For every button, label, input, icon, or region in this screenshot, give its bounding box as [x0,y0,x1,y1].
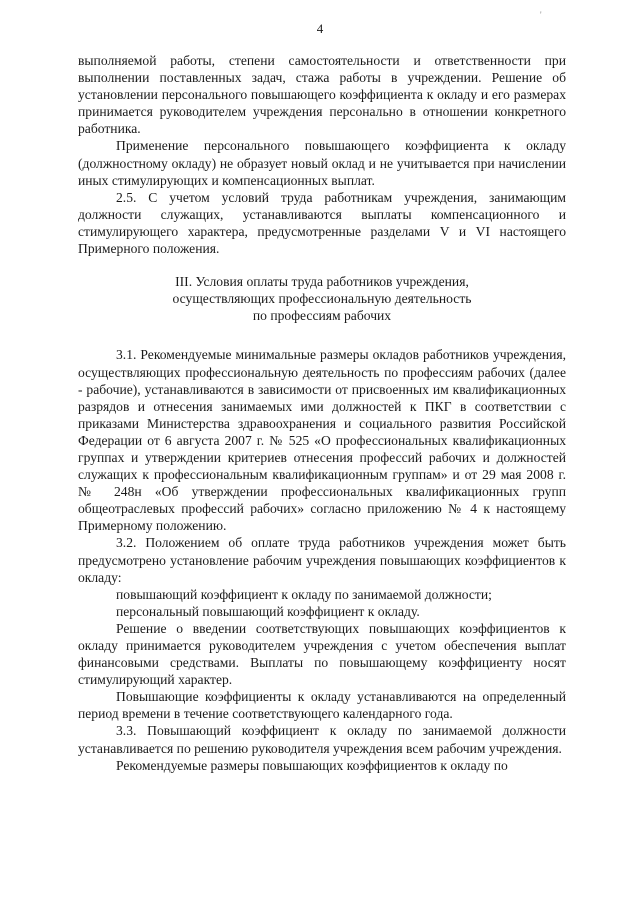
corner-mark: ' [540,10,542,20]
heading-line-2: осуществляющих профессиональную деятельность [172,291,472,307]
paragraph-3-1: 3.1. Рекомендуемые минимальные размеры окладов работников учреждения, осуществляющих профессиональную деятельность по профессиям рабочих (далее - рабочие), устанавливаются в зависимости от присвоенных им квалификационных разрядов и отнесения занимаемых ими должностей к ПКГ в соответствии с приказами Министерства здравоохранения и социального развития Российской Федерации от 6 августа 2007 г. № 525 «О профессиональных квалификационных группах и утверждении критериев отнесения профессий рабочих и должностей служащих к профессиональным квалификационным группам» и от 29 мая 2008 г. № 248н «Об утверждении профессиональных квалификационных групп общеотраслевых профессий рабочих» согласно приложению № 4 к настоящему Примерному положению. [78,347,566,534]
section-heading [78,273,566,324]
page-number: 4 [316,21,324,36]
paragraph-2-5: 2.5. С учетом условий труда работникам учреждения, занимающим должности служащих, устанавливаются выплаты компенсационного и стимулирующего характера, предусмотренные разделами V и VI настоящего Примерного положения. [78,189,566,257]
heading-line-3: по профессиям рабочих [252,308,392,324]
heading-line-1: III. Условия оплаты труда работников учреждения, [175,274,469,290]
paragraph-decision: Решение о введении соответствующих повышающих коэффициентов к окладу принимается руководителем учреждения с учетом обеспечения выплат финансовыми средствами. Выплаты по повышающему коэффициенту носят стимулирующий характер. [78,620,566,688]
paragraph-personal-coefficient: Применение персонального повышающего коэффициента к окладу (должностному окладу) не образует новый оклад и не учитывается при начислении иных стимулирующих и компенсационных выплат. [78,138,566,188]
paragraph-continuation: выполняемой работы, степени самостоятельности и ответственности при выполнении поставленных задач, стажа работы в учреждении. Решение об установлении персонального повышающего коэффициента к окладу и его размерах принимается руководителем учреждения персонально в отношении конкретного работника. [78,53,566,137]
list-item: персональный повышающий коэффициент к окладу. [116,603,420,619]
paragraph-period: Повышающие коэффициенты к окладу устанавливаются на определенный период времени в течение соответствующего календарного года. [78,689,566,722]
paragraph-last: Рекомендуемые размеры повышающих коэффициентов к окладу по [116,757,508,773]
list-item: повышающий коэффициент к окладу по занимаемой должности; [116,586,492,602]
paragraph-3-3: 3.3. Повышающий коэффициент к окладу по занимаемой должности устанавливается по решению руководителя учреждения всем рабочим учреждения. [78,723,566,756]
document-body [78,52,566,774]
paragraph-3-2: 3.2. Положением об оплате труда работников учреждения может быть предусмотрено установление рабочим учреждения повышающих коэффициентов к окладу: [78,535,566,585]
